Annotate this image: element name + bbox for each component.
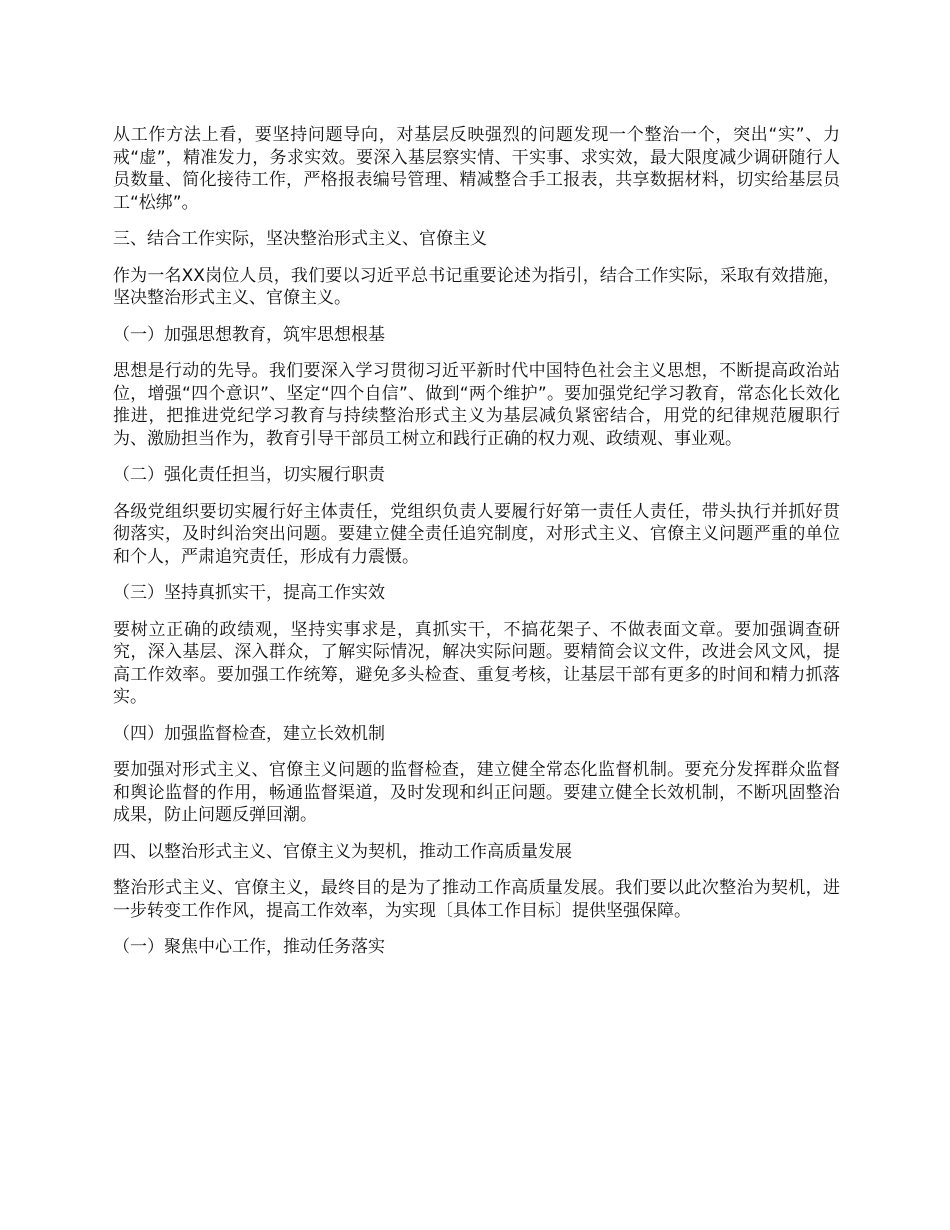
paragraph-3-3: 要树立正确的政绩观，坚持实事求是，真抓实干，不搞花架子、不做表面文章。要加强调查研究，深入基层、深入群众，了解实际情况，解决实际问题。要精简会议文件，改进会风文风，提高工作效率。要加强工作统筹，避免多头检查、重复考核，让基层干部有更多的时间和精力抓落实。	[113, 619, 840, 707]
subheading-3-3: （三）坚持真抓实干，提高工作实效	[113, 583, 385, 603]
section-heading-4: 四、以整治形式主义、官僚主义为契机，推动工作高质量发展	[113, 841, 572, 862]
paragraph-work-method: 从工作方法上看，要坚持问题导向，对基层反映强烈的问题发现一个整治一个，突出“实”、力戒“虚”，精准发力，务求实效。要深入基层察实情、干实事、求实效，最大限度减少调研随行人员数量、简化接待工作，严格报表编号管理、精减整合手工报表，共享数据材料，切实给基层员工“松绑”。	[113, 125, 840, 213]
paragraph-3-1: 思想是行动的先导。我们要深入学习贯彻习近平新时代中国特色社会主义思想，不断提高政治站位，增强“四个意识”、坚定“四个自信”、做到“两个维护”。要加强党纪学习教育，常态化长效化推进，把推进党纪学习教育与持续整治形式主义为基层减负紧密结合，用党的纪律规范履职行为、激励担当作为，教育引导干部员工树立和践行正确的权力观、政绩观、事业观。	[113, 361, 840, 449]
subheading-3-4: （四）加强监督检查，建立长效机制	[113, 723, 385, 744]
document-body	[113, 124, 840, 973]
paragraph-3-4: 要加强对形式主义、官僚主义问题的监督检查，建立健全常态化监督机制。要充分发挥群众监督和舆论监督的作用，畅通监督渠道，及时发现和纠正问题。要建立健全长效机制，不断巩固整治成果，防止问题反弹回潮。	[113, 760, 840, 825]
subheading-3-1: （一）加强思想教育，筑牢思想根基	[113, 324, 385, 345]
paragraph-section-4-intro: 整治形式主义、官僚主义，最终目的是为了推动工作高质量发展。我们要以此次整治为契机，进一步转变工作作风，提高工作效率，为实现〔具体工作目标〕提供坚强保障。	[113, 878, 840, 921]
section-heading-3: 三、结合工作实际，坚决整治形式主义、官僚主义	[113, 229, 487, 249]
paragraph-section-3-intro: 作为一名XX岗位人员，我们要以习近平总书记重要论述为指引，结合工作实际，采取有效措施，坚决整治形式主义、官僚主义。	[113, 265, 840, 308]
paragraph-3-2: 各级党组织要切实履行好主体责任，党组织负责人要履行好第一责任人责任，带头执行并抓好贯彻落实，及时纠治突出问题。要建立健全责任追究制度，对形式主义、官僚主义问题严重的单位和个人，严肃追究责任，形成有力震慑。	[113, 501, 840, 567]
subheading-4-1: （一）聚焦中心工作，推动任务落实	[113, 937, 385, 957]
subheading-3-2: （二）强化责任担当，切实履行职责	[113, 465, 385, 485]
